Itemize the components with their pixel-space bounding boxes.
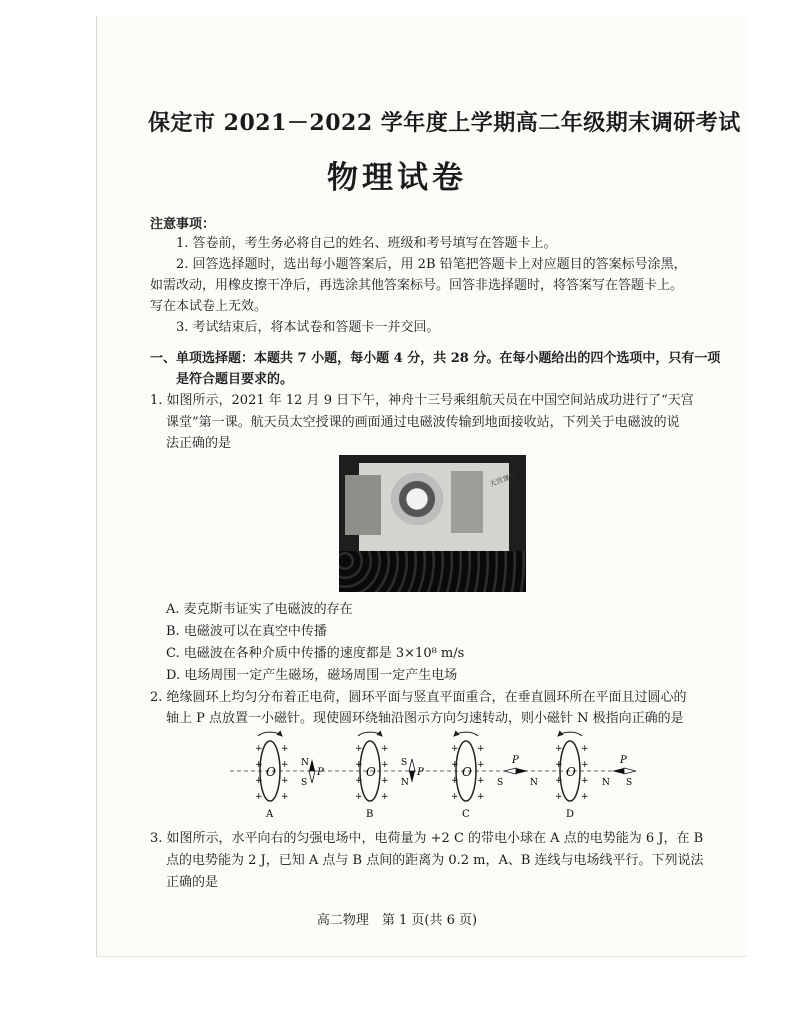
q2-stem-a: 2. 绝缘圆环上均匀分布着正电荷，圆环平面与竖直平面重合，在垂直圆环所在平面且过圆心的 <box>150 690 687 705</box>
photo-audience <box>339 551 526 592</box>
charge-d7: + <box>581 776 589 786</box>
notice-line-2b: 如需改动，用橡皮擦干净后，再选涂其他答案标号。回答非选择题时，将答案写在答题卡上。 <box>150 278 684 293</box>
charge-a1: + <box>255 744 263 754</box>
charge-b1: + <box>355 744 363 754</box>
notice-line-2c: 写在本试卷上无效。 <box>150 299 268 314</box>
space-classroom-photo <box>339 455 526 592</box>
rotation-arrow-d <box>558 732 582 736</box>
q1-option-d: D. 电场周围一定产生磁场，磁场周围一定产生电场 <box>166 668 458 683</box>
q2-figure-b <box>355 732 424 817</box>
q1-stem-b: 课堂”第一课。航天员太空授课的画面通过电磁波传输到地面接收站，下列关于电磁波的说 <box>166 415 680 430</box>
charge-a3: + <box>255 776 263 786</box>
needle-south-c <box>504 768 516 774</box>
point-label-a: P <box>317 767 324 778</box>
charge-b2: + <box>355 760 363 770</box>
rotation-arrow-c <box>454 732 478 736</box>
q3-stem-c: 正确的是 <box>166 875 219 890</box>
charge-b3: + <box>355 776 363 786</box>
charge-c8: + <box>477 792 485 802</box>
photo-space-module <box>391 473 443 525</box>
needle-north-c <box>516 768 528 774</box>
notice-heading: 注意事项： <box>150 217 216 232</box>
figure-label-a: A <box>266 809 274 817</box>
needle-north-d <box>612 768 624 774</box>
rotation-arrow-b <box>358 732 382 736</box>
section-1-heading-b: 是符合题目要求的。 <box>176 372 294 387</box>
north-label-b: N <box>401 778 409 788</box>
charge-c2: + <box>451 760 459 770</box>
charge-b5: + <box>381 744 389 754</box>
charge-b4: + <box>355 792 363 802</box>
charge-c1: + <box>451 744 459 754</box>
exam-subtitle: 物理试卷 <box>327 160 467 196</box>
charge-d5: + <box>581 744 589 754</box>
charge-a8: + <box>281 792 289 802</box>
page-footer: 高二物理 第 1 页(共 6 页) <box>316 913 478 928</box>
charge-c3: + <box>451 776 459 786</box>
charge-a7: + <box>281 776 289 786</box>
center-label-a: O <box>266 765 276 779</box>
q2-figure-a <box>255 732 324 817</box>
north-label-c: N <box>530 778 538 788</box>
q2-figure-d <box>555 732 636 817</box>
charge-d2: + <box>555 760 563 770</box>
photo-panel-right <box>451 471 483 533</box>
q2-stem-b: 轴上 P 点放置一小磁针。现使圆环绕轴沿图示方向匀速转动，则小磁针 N 极指向正确的是 <box>166 711 684 726</box>
notice-line-1: 1. 答卷前，考生务必将自己的姓名、班级和考号填写在答题卡上。 <box>176 236 557 251</box>
notice-line-2a: 2. 回答选择题时，选出每小题答案后，用 2B 铅笔把答题卡上对应题目的答案标号涂黑， <box>176 257 687 272</box>
charge-b7: + <box>381 776 389 786</box>
figure-label-c: C <box>462 809 470 817</box>
photo-caption: 天宫课堂 <box>488 471 518 489</box>
needle-south-a <box>309 771 315 783</box>
needle-north-a <box>309 759 315 771</box>
charge-d3: + <box>555 776 563 786</box>
south-label-d: S <box>626 778 633 788</box>
q1-stem-c: 法正确的是 <box>166 436 232 451</box>
south-label-c: S <box>497 778 504 788</box>
figure-label-b: B <box>366 809 374 817</box>
q1-option-c: C. 电磁波在各种介质中传播的速度都是 3×10⁸ m/s <box>166 646 465 661</box>
charge-c4: + <box>451 792 459 802</box>
charge-a2: + <box>255 760 263 770</box>
q1-option-b: B. 电磁波可以在真空中传播 <box>166 624 327 639</box>
needle-south-d <box>624 768 636 774</box>
notice-line-3: 3. 考试结束后，将本试卷和答题卡一并交回。 <box>176 320 440 335</box>
q2-ring-diagram <box>228 727 668 817</box>
north-label-a: N <box>301 758 309 768</box>
center-label-d: O <box>566 765 576 779</box>
north-label-d: N <box>602 778 610 788</box>
charge-d4: + <box>555 792 563 802</box>
point-label-d: P <box>620 755 627 766</box>
charge-a4: + <box>255 792 263 802</box>
charge-c7: + <box>477 776 485 786</box>
needle-north-b <box>409 771 415 783</box>
point-label-c: P <box>512 755 519 766</box>
center-label-b: O <box>366 765 376 779</box>
center-label-c: O <box>462 765 472 779</box>
rotation-arrow-a <box>258 732 282 736</box>
exam-title: 保定市 2021－2022 学年度上学期高二年级期末调研考试 <box>148 110 741 136</box>
figure-label-d: D <box>566 809 575 817</box>
q2-figure-c <box>451 732 538 817</box>
south-label-a: S <box>301 778 308 788</box>
charge-c5: + <box>477 744 485 754</box>
charge-b8: + <box>381 792 389 802</box>
q1-option-a: A. 麦克斯韦证实了电磁波的存在 <box>166 602 353 617</box>
q1-stem-a: 1. 如图所示，2021 年 12 月 9 日下午，神舟十三号乘组航天员在中国空间站成功进行了“天宫 <box>150 393 694 408</box>
charge-b6: + <box>381 760 389 770</box>
q3-stem-a: 3. 如图所示，水平向右的匀强电场中，电荷量为 +2 C 的带电小球在 A 点的电势能为 6 J，在 B <box>150 831 704 846</box>
photo-panel-left <box>345 475 381 535</box>
charge-d6: + <box>581 760 589 770</box>
south-label-b: S <box>401 758 408 768</box>
charge-a5: + <box>281 744 289 754</box>
needle-south-b <box>409 759 415 771</box>
charge-c6: + <box>477 760 485 770</box>
point-label-b: P <box>417 767 424 778</box>
q3-stem-b: 点的电势能为 2 J，已知 A 点与 B 点间的距离为 0.2 m，A、B 连线与电场线平行。下列说法 <box>166 853 704 868</box>
charge-d8: + <box>581 792 589 802</box>
charge-d1: + <box>555 744 563 754</box>
charge-a6: + <box>281 760 289 770</box>
section-1-heading-a: 一、单项选择题：本题共 7 小题，每小题 4 分，共 28 分。在每小题给出的四个选项中，只有一项 <box>150 351 721 366</box>
